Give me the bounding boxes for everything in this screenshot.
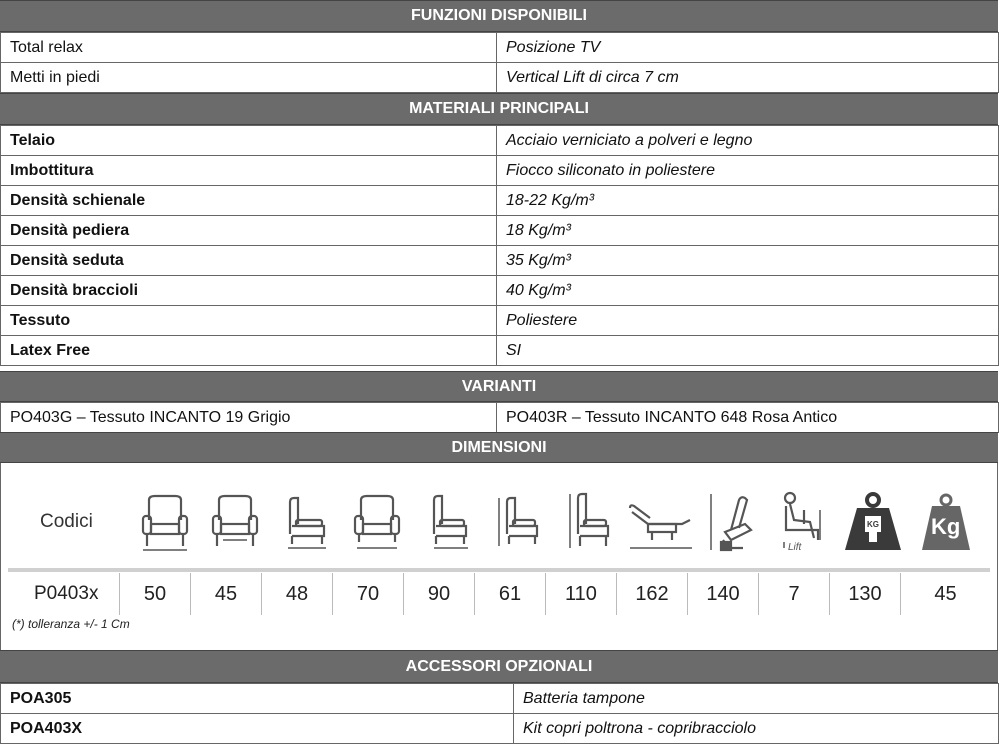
materiale-label: Imbottitura xyxy=(1,156,497,186)
package-weight-label: Kg xyxy=(931,514,961,539)
table-row xyxy=(1,156,999,186)
materiale-label: Densità schienale xyxy=(1,186,497,216)
seat-width-icon xyxy=(205,490,265,556)
tolerance-note: (*) tolleranza +/- 1 Cm xyxy=(12,617,130,631)
materiale-label: Latex Free xyxy=(1,336,497,366)
table-row xyxy=(1,336,999,366)
dimensioni-divider xyxy=(8,568,990,572)
materiale-label: Densità pediera xyxy=(1,216,497,246)
funzioni-table xyxy=(0,32,999,93)
dim-value: 90 xyxy=(404,573,475,615)
materiali-table xyxy=(0,125,999,366)
package-weight-icon xyxy=(916,490,976,556)
dim-value: 70 xyxy=(333,573,404,615)
materiale-value: SI xyxy=(497,336,999,366)
dim-value: 61 xyxy=(475,573,546,615)
total-height-icon xyxy=(560,490,620,556)
product-code: P0403x xyxy=(8,573,120,615)
materiale-value: Fiocco siliconato in poliestere xyxy=(497,156,999,186)
accessorio-code: POA403X xyxy=(1,714,514,744)
codici-label: Codici xyxy=(40,511,93,532)
accessorio-desc: Batteria tampone xyxy=(514,684,999,714)
lift-height-icon xyxy=(705,490,765,556)
table-row xyxy=(1,186,999,216)
materiale-value: Poliestere xyxy=(497,306,999,336)
accessorio-code: POA305 xyxy=(1,684,514,714)
dim-value: 50 xyxy=(120,573,191,615)
dim-value: 48 xyxy=(262,573,333,615)
funzione-value: Vertical Lift di circa 7 cm xyxy=(497,63,999,93)
varianti-table xyxy=(0,402,999,433)
table-row xyxy=(1,306,999,336)
table-row xyxy=(1,714,999,744)
materiale-value: 35 Kg/m³ xyxy=(497,246,999,276)
section-header-funzioni: FUNZIONI DISPONIBILI xyxy=(0,0,998,32)
backrest-height-icon xyxy=(489,490,549,556)
funzione-value: Posizione TV xyxy=(497,33,999,63)
variante-rosa: PO403R – Tessuto INCANTO 648 Rosa Antico xyxy=(497,403,999,433)
section-header-varianti: VARIANTI xyxy=(0,371,998,402)
table-row xyxy=(1,63,999,93)
funzione-label: Total relax xyxy=(1,33,497,63)
dim-value: 45 xyxy=(191,573,262,615)
table-row xyxy=(1,33,999,63)
accessorio-desc: Kit copri poltrona - copribracciolo xyxy=(514,714,999,744)
lift-label: Lift xyxy=(788,542,802,553)
materiale-label: Densità braccioli xyxy=(1,276,497,306)
section-header-dimensioni: DIMENSIONI xyxy=(0,432,998,463)
table-row xyxy=(1,403,999,433)
table-row xyxy=(1,246,999,276)
dimensioni-values-row xyxy=(8,573,990,615)
materiale-value: 18-22 Kg/m³ xyxy=(497,186,999,216)
section-header-accessori: ACCESSORI OPZIONALI xyxy=(0,650,998,683)
variante-grigio: PO403G – Tessuto INCANTO 19 Grigio xyxy=(1,403,497,433)
dim-value: 130 xyxy=(830,573,901,615)
chair-width-icon xyxy=(135,490,195,556)
front-height-icon xyxy=(347,490,407,556)
side-depth-icon xyxy=(276,490,336,556)
table-row xyxy=(1,684,999,714)
weight-kg-label: KG xyxy=(867,520,879,529)
dim-value: 110 xyxy=(546,573,617,615)
table-row xyxy=(1,126,999,156)
dim-value: 162 xyxy=(617,573,688,615)
funzione-label: Metti in piedi xyxy=(1,63,497,93)
vertical-lift-icon xyxy=(774,490,834,556)
materiale-label: Telaio xyxy=(1,126,497,156)
side-height-icon xyxy=(418,490,478,556)
materiale-label: Tessuto xyxy=(1,306,497,336)
dim-value: 7 xyxy=(759,573,830,615)
materiale-value: Acciaio verniciato a polveri e legno xyxy=(497,126,999,156)
accessori-table xyxy=(0,683,999,744)
dim-value: 140 xyxy=(688,573,759,615)
table-row xyxy=(1,216,999,246)
weight-kg-icon xyxy=(843,490,903,556)
reclined-length-icon xyxy=(626,490,694,556)
table-row xyxy=(1,276,999,306)
dim-value: 45 xyxy=(934,582,957,605)
materiale-value: 18 Kg/m³ xyxy=(497,216,999,246)
materiale-value: 40 Kg/m³ xyxy=(497,276,999,306)
section-header-materiali: MATERIALI PRINCIPALI xyxy=(0,93,998,125)
materiale-label: Densità seduta xyxy=(1,246,497,276)
